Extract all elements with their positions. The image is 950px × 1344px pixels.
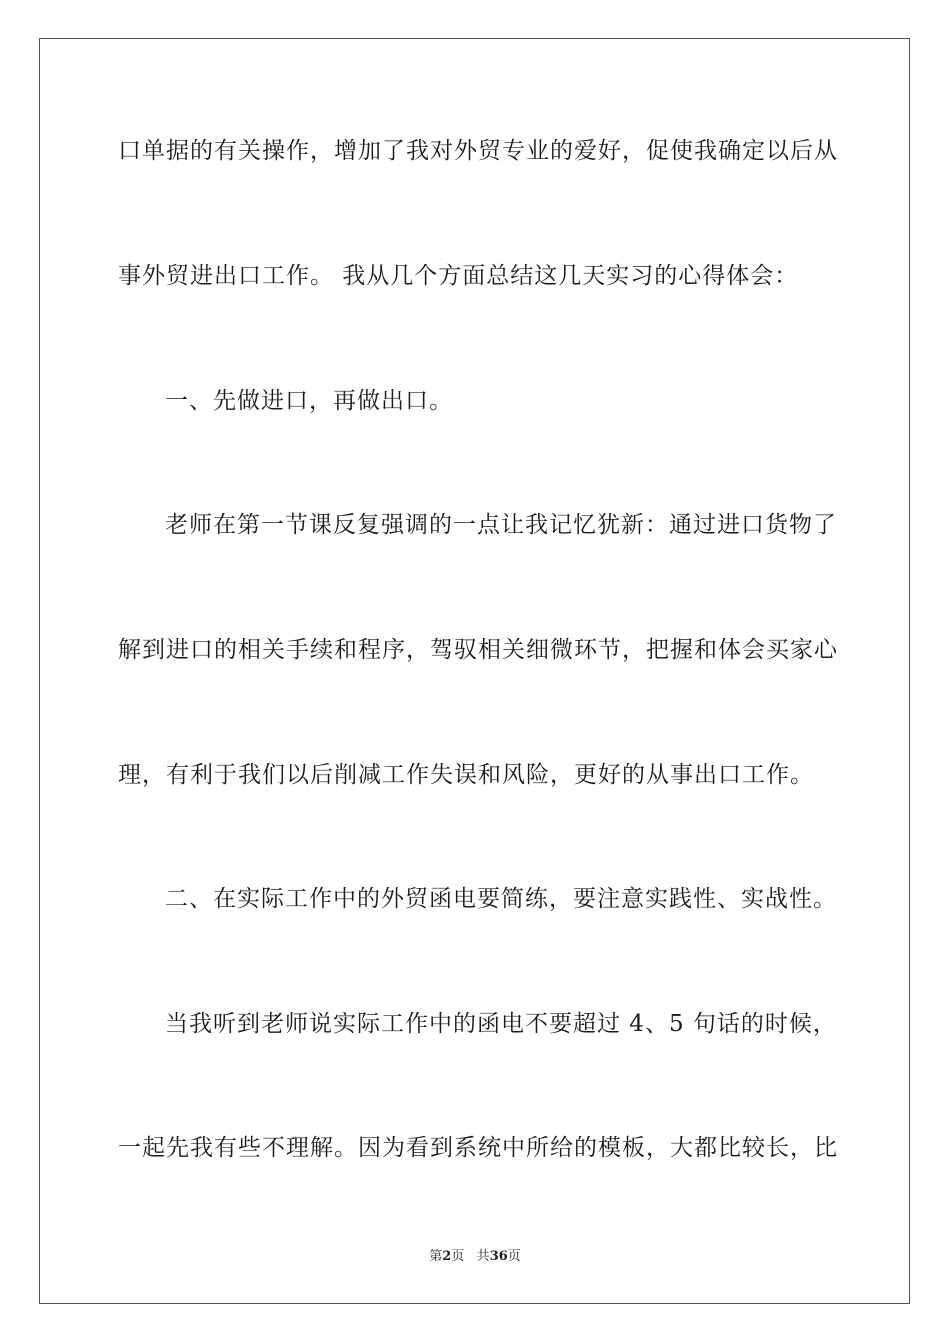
- text-line-1: 口单据的有关操作，增加了我对外贸专业的爱好，促使我确定以后从: [118, 138, 838, 164]
- page-suffix: 页: [451, 1249, 465, 1264]
- section-heading-1: 一、先做进口，再做出口。: [165, 388, 453, 414]
- section-heading-2: 二、在实际工作中的外贸函电要简练，要注意实践性、实战性。: [165, 886, 837, 912]
- total-pages: 36: [489, 1249, 508, 1264]
- page-number: 2: [442, 1249, 452, 1264]
- text-line-4: 老师在第一节课反复强调的一点让我记忆犹新：通过进口货物了: [165, 512, 837, 538]
- total-suffix: 页: [507, 1249, 521, 1264]
- page-footer: [0, 1245, 950, 1264]
- text-line-6: 理，有利于我们以后削减工作失误和风险，更好的从事出口工作。: [118, 762, 814, 788]
- page-border: [39, 38, 910, 1304]
- text-line-5: 解到进口的相关手续和程序，驾驭相关细微环节，把握和体会买家心: [118, 637, 838, 663]
- text-line-2: 事外贸进出口工作。 我从几个方面总结这几天实习的心得体会：: [118, 263, 799, 289]
- total-prefix: 共: [476, 1249, 490, 1264]
- text-line-9: 一起先我有些不理解。因为看到系统中所给的模板，大都比较长，比: [118, 1135, 838, 1161]
- text-line-8: 当我听到老师说实际工作中的函电不要超过 4、5 句话的时候，: [165, 1011, 837, 1037]
- page-prefix: 第: [429, 1249, 443, 1264]
